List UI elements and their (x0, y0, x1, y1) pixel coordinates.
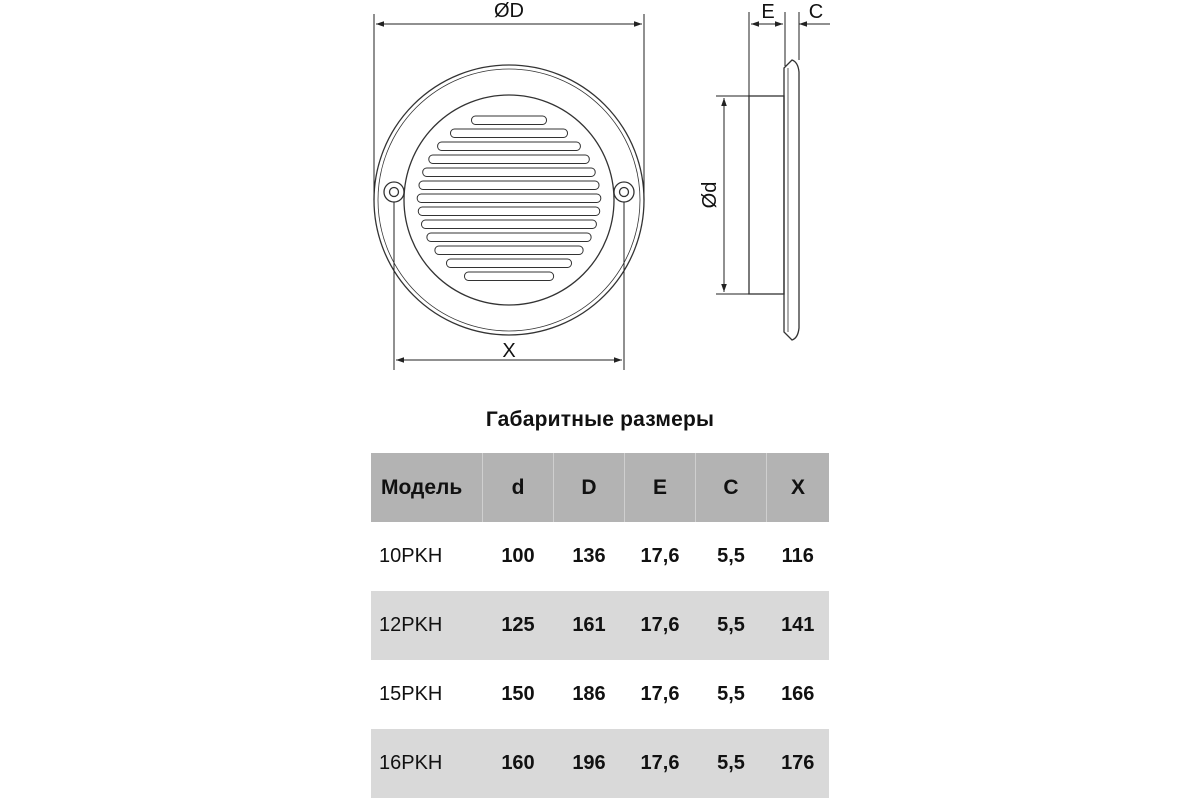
louvre-slat (417, 194, 601, 203)
louvre-slat (438, 142, 581, 151)
dimensions-table (371, 453, 829, 798)
spacing-label: X (502, 340, 516, 362)
cell-d: 160 (483, 729, 554, 798)
cell-C: 5,5 (717, 545, 745, 567)
louvre-slat (427, 233, 591, 242)
cell-D: 186 (572, 683, 606, 705)
louvre-slat (429, 155, 590, 164)
cell-D: 196 (554, 729, 625, 798)
cell-E: 17,6 (640, 545, 680, 567)
louvres (417, 116, 601, 281)
cell-model: 10PKH (379, 545, 443, 567)
table-header-row (371, 453, 829, 522)
cell-E: 17,6 (640, 683, 680, 705)
header-model: Модель (371, 453, 483, 522)
cell-d: 150 (501, 683, 535, 705)
side-view (749, 60, 799, 340)
cell-model: 12PKH (371, 591, 483, 660)
table-title: Габаритные размеры (485, 408, 715, 431)
cell-X: 116 (781, 545, 814, 567)
cell-C: 5,5 (696, 591, 767, 660)
front-view (374, 65, 644, 335)
cell-d: 100 (501, 545, 535, 567)
louvre-slat (423, 168, 596, 177)
cell-X: 176 (767, 729, 830, 798)
spigot-profile (749, 96, 784, 294)
front-dimensions (374, 14, 644, 370)
flange-profile (784, 60, 799, 340)
louvre-slat (447, 259, 572, 268)
diameter-label: ØD (494, 0, 524, 22)
cell-X: 166 (781, 683, 815, 705)
depth-label: E (761, 1, 775, 23)
cell-D: 161 (554, 591, 625, 660)
table-row (371, 591, 829, 660)
cell-C: 5,5 (696, 729, 767, 798)
louvre-slat (418, 207, 599, 216)
cell-E: 17,6 (625, 591, 696, 660)
louvre-slat (451, 129, 568, 138)
flange-label: C (808, 1, 824, 23)
louvre-slat (435, 246, 583, 255)
cell-X: 141 (767, 591, 830, 660)
cell-E: 17,6 (625, 729, 696, 798)
louvre-slat (419, 181, 599, 190)
cell-model: 15PKH (379, 683, 443, 705)
grille-rim-circle (404, 95, 614, 305)
table-row (371, 522, 829, 591)
screw-hole-left (384, 182, 404, 202)
cell-C: 5,5 (717, 683, 745, 705)
table-row (371, 729, 829, 798)
inner-diameter-label: Ød (699, 181, 721, 209)
header-d: d (483, 453, 554, 522)
header-C: C (696, 453, 767, 522)
header-D: D (554, 453, 625, 522)
header-E: E (625, 453, 696, 522)
header-X: X (767, 453, 830, 522)
screw-hole-right (614, 182, 634, 202)
table-row (371, 660, 829, 729)
louvre-slat (422, 220, 597, 229)
side-dimensions (716, 12, 830, 294)
cell-model: 16PKH (371, 729, 483, 798)
outer-flange-circle (374, 65, 644, 335)
cell-D: 136 (572, 545, 606, 567)
louvre-slat (465, 272, 554, 281)
louvre-slat (472, 116, 547, 125)
cell-d: 125 (483, 591, 554, 660)
